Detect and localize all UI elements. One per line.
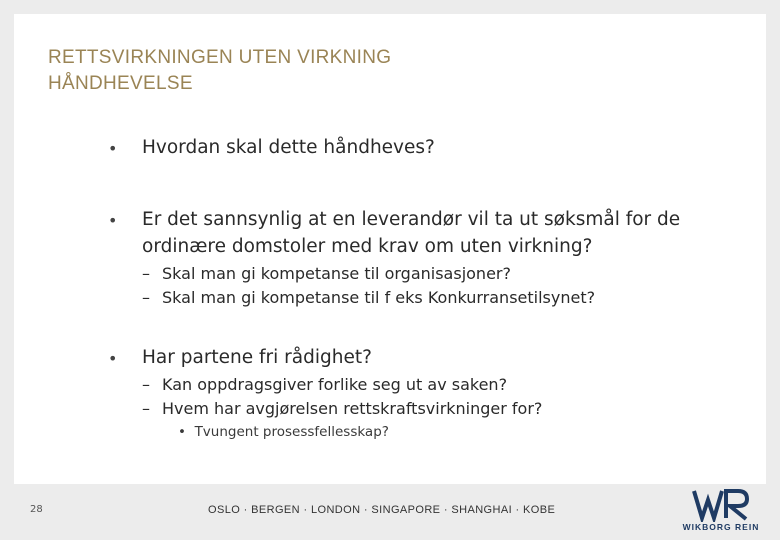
sub-bullet-text: Kan oppdragsgiver forlike seg ut av saken? [162, 375, 508, 394]
title-line-2: HÅNDHEVELSE [48, 73, 193, 94]
sub-sub-bullet [178, 422, 389, 442]
bullet-dot: • [108, 139, 118, 158]
sub-sub-dot: • [178, 424, 186, 440]
slide-footer [0, 484, 780, 540]
dash-marker: – [142, 375, 150, 394]
dash-marker: – [142, 399, 150, 418]
sub-bullet-text: Hvem har avgjørelsen rettskraftsvirkninger for? [162, 399, 543, 418]
bullet-text: Har partene fri rådighet? [142, 347, 372, 368]
bullet-text [142, 206, 680, 260]
wr-monogram-icon [692, 488, 752, 522]
slide-title [48, 45, 391, 97]
wikborg-rein-logo [676, 488, 766, 536]
title-line-1: RETTSVIRKNINGEN UTEN VIRKNING [48, 47, 392, 68]
bullet-text: Hvordan skal dette håndheves? [142, 137, 435, 158]
dash-marker: – [142, 264, 150, 283]
sub-bullet [142, 397, 542, 421]
sub-bullet-text: Skal man gi kompetanse til f eks Konkurransetilsynet? [162, 288, 596, 307]
sub-bullet [142, 262, 511, 286]
office-locations: OSLO · BERGEN · LONDON · SINGAPORE · SHANGHAI · KOBE [208, 504, 556, 516]
bullet-dot: • [108, 211, 118, 230]
dash-marker: – [142, 288, 150, 307]
sub-bullet [142, 373, 507, 397]
bullet-text-line-2: ordinære domstoler med krav om uten virkning? [142, 236, 593, 257]
sub-bullet [142, 286, 595, 310]
bullet-text-line-1: Er det sannsynlig at en leverandør vil ta ut søksmål for de [142, 209, 681, 230]
logo-wordmark: WIKBORG REIN [682, 522, 760, 532]
bullet-dot: • [108, 349, 118, 368]
sub-bullet-text: Skal man gi kompetanse til organisasjoner? [162, 264, 511, 283]
page-number: 28 [30, 504, 43, 515]
sub-sub-bullet-text: Tvungent prosessfellesskap? [194, 424, 389, 440]
